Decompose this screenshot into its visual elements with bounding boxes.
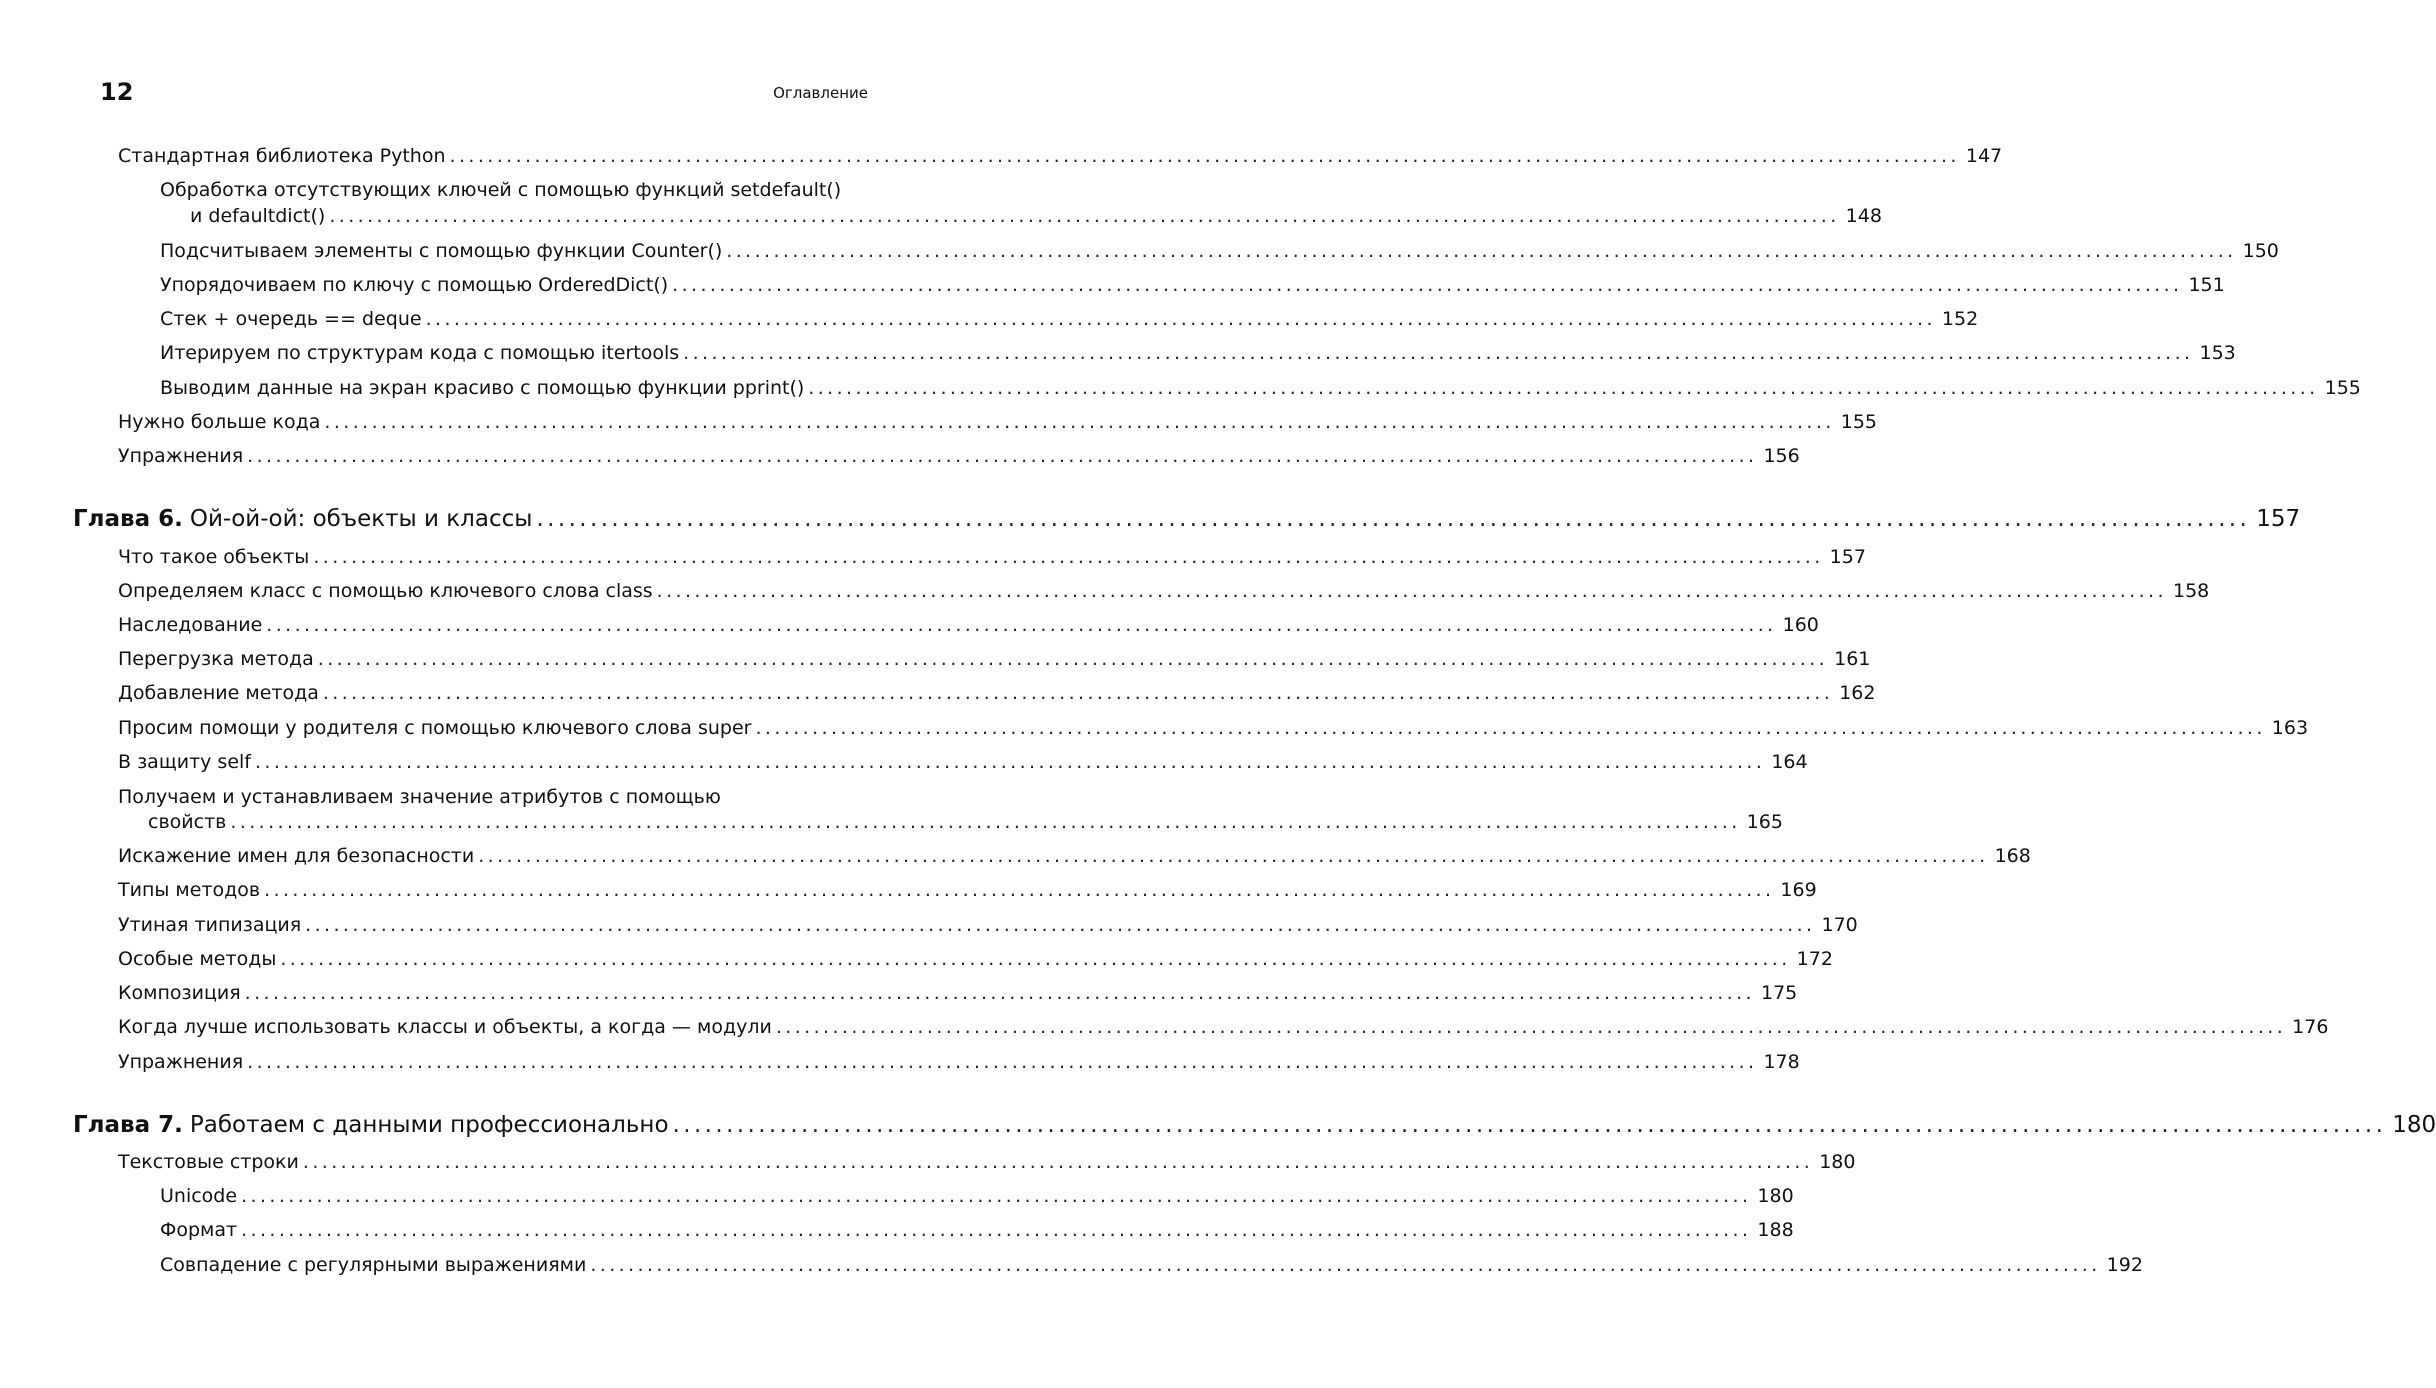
toc-chapter[interactable] [73, 505, 2301, 533]
toc-entry-title: Глава 6. Ой-ой-ой: объекты и классы [73, 505, 536, 533]
toc-entry[interactable] [118, 716, 2309, 740]
toc-page-number: 155 [2319, 376, 2359, 400]
toc-entry-title: Упражнения [118, 1050, 247, 1074]
dot-leader: ................................................................................................................................................................ [672, 274, 2183, 296]
toc-entry[interactable] [118, 1015, 2329, 1039]
toc-entry[interactable] [118, 981, 1798, 1005]
chapter-label: Глава 7. [73, 1112, 183, 1138]
toc-page-number: 147 [1960, 144, 2000, 168]
toc-page-number: 164 [1765, 750, 1805, 774]
toc-page-number: 170 [1816, 913, 1856, 937]
dot-leader: ................................................................................................................................................................ [478, 845, 1989, 867]
toc-entry-title: Что такое объекты [118, 545, 313, 569]
toc-entry[interactable] [148, 810, 1783, 834]
dot-leader: ................................................................................................................................................................ [230, 811, 1741, 833]
dot-leader: ................................................................................................................................................................ [266, 614, 1777, 636]
toc-entry-title: Добавление метода [118, 681, 323, 705]
toc-page-number: 156 [1757, 444, 1797, 468]
dot-leader: ................................................................................................................................................................ [590, 1254, 2101, 1276]
toc-entry-title: Просим помощи у родителя с помощью ключевого слова super [118, 716, 755, 740]
toc-entry[interactable] [118, 1050, 1800, 1074]
toc-entry-title: Обработка отсутствующих ключей с помощью функций setdefault() [160, 179, 842, 201]
toc-page-number: 163 [2266, 716, 2306, 740]
toc-entry-title: Текстовые строки [118, 1150, 303, 1174]
toc-page-number: 152 [1936, 307, 1976, 331]
toc-entry[interactable] [160, 1218, 1794, 1242]
toc-entry-title: Стандартная библиотека Python [118, 144, 450, 168]
toc-entry[interactable] [118, 579, 2210, 603]
toc-page-number: 157 [1824, 545, 1864, 569]
dot-leader: ................................................................................................................................................................ [536, 506, 2251, 532]
toc-entry-title: и defaultdict() [190, 204, 329, 228]
toc-entry[interactable] [160, 1184, 1794, 1208]
toc-page-number: 150 [2237, 239, 2277, 263]
dot-leader: ................................................................................................................................................................ [244, 982, 1755, 1004]
toc-entry[interactable] [160, 273, 2225, 297]
toc-entry-title: Перегрузка метода [118, 647, 318, 671]
toc-page-number: 153 [2194, 341, 2234, 365]
toc-entry-title: Нужно больше кода [118, 410, 324, 434]
dot-leader: ................................................................................................................................................................ [280, 948, 1791, 970]
toc-entry[interactable] [118, 613, 1819, 637]
toc-entry[interactable] [118, 681, 1876, 705]
toc-page-number: 160 [1777, 613, 1817, 637]
toc-entry-title: В защиту self [118, 750, 255, 774]
toc-entry[interactable] [118, 444, 1800, 468]
toc-page-number: 148 [1840, 204, 1880, 228]
toc-page-number: 157 [2250, 505, 2290, 533]
toc-page-number: 169 [1774, 878, 1814, 902]
toc-chapter[interactable] [73, 1111, 2436, 1139]
toc-entry[interactable] [160, 1253, 2143, 1277]
toc-entry[interactable] [118, 878, 1817, 902]
toc-entry[interactable] [118, 410, 1878, 434]
toc-entry[interactable] [118, 947, 1833, 971]
dot-leader: ................................................................................................................................................................ [683, 342, 2194, 364]
dot-leader: ................................................................................................................................................................ [247, 1051, 1758, 1073]
toc-entry[interactable] [118, 1150, 1856, 1174]
toc-page-number: 175 [1755, 981, 1795, 1005]
toc-entry[interactable] [190, 204, 1882, 228]
dot-leader: ................................................................................................................................................................ [425, 308, 1936, 330]
toc-entry-title: Получаем и устанавливаем значение атрибутов с помощью [118, 786, 721, 808]
toc-entry[interactable] [160, 341, 2236, 365]
running-title: Оглавление [773, 84, 868, 102]
toc-entry-title: Unicode [160, 1184, 241, 1208]
dot-leader: ................................................................................................................................................................ [755, 717, 2266, 739]
toc-page-number: 162 [1833, 681, 1873, 705]
toc-page-number: 188 [1751, 1218, 1791, 1242]
dot-leader: ................................................................................................................................................................ [672, 1112, 2387, 1138]
toc-entry-title: Итерируем по структурам кода с помощью itertools [160, 341, 683, 365]
toc-page-number: 178 [1757, 1050, 1797, 1074]
dot-leader: ................................................................................................................................................................ [305, 914, 1816, 936]
toc-entry[interactable] [118, 647, 1871, 671]
dot-leader: ................................................................................................................................................................ [241, 1219, 1752, 1241]
toc-entry-title: Типы методов [118, 878, 264, 902]
dot-leader: ................................................................................................................................................................ [264, 879, 1775, 901]
toc-entry-title: Искажение имен для безопасности [118, 844, 478, 868]
dot-leader: ................................................................................................................................................................ [254, 751, 1766, 773]
dot-leader: ................................................................................................................................................................ [247, 445, 1758, 467]
toc-entry[interactable] [160, 239, 2279, 263]
toc-entry-title: Определяем класс с помощью ключевого слова class [118, 579, 657, 603]
dot-leader: ................................................................................................................................................................ [313, 546, 1824, 568]
toc-entry-title: Особые методы [118, 947, 280, 971]
toc-entry-title: Выводим данные на экран красиво с помощью функции pprint() [160, 376, 808, 400]
toc-page-number: 151 [2182, 273, 2222, 297]
toc-entry-title: Утиная типизация [118, 913, 305, 937]
toc-entry[interactable] [118, 144, 2003, 168]
toc-entry-title: Совпадение с регулярными выражениями [160, 1253, 590, 1277]
toc-entry[interactable] [160, 307, 1979, 331]
dot-leader: ................................................................................................................................................................ [324, 411, 1835, 433]
toc-page-number: 176 [2286, 1015, 2326, 1039]
toc-entry-title: Стек + очередь == deque [160, 307, 426, 331]
dot-leader: ................................................................................................................................................................ [329, 205, 1840, 227]
toc-page-number: 155 [1835, 410, 1875, 434]
toc-entry-title: Наследование [118, 613, 266, 637]
toc-entry[interactable] [118, 545, 1866, 569]
dot-leader: ................................................................................................................................................................ [775, 1016, 2287, 1038]
toc-entry-title: Когда лучше использовать классы и объекты, а когда — модули [118, 1015, 776, 1039]
dot-leader: ................................................................................................................................................................ [241, 1185, 1752, 1207]
chapter-label: Глава 6. [73, 506, 183, 532]
toc-page-number: 161 [1828, 647, 1868, 671]
toc-page-number: 180 [1813, 1150, 1853, 1174]
toc-entry[interactable] [160, 376, 2361, 400]
dot-leader: ................................................................................................................................................................ [322, 682, 1834, 704]
toc-page-number: 165 [1741, 810, 1781, 834]
dot-leader: ................................................................................................................................................................ [317, 648, 1829, 670]
toc-entry-title: Упражнения [118, 444, 247, 468]
toc-entry[interactable] [118, 844, 2031, 868]
dot-leader: ................................................................................................................................................................ [449, 145, 1960, 167]
toc-entry-title: Глава 7. Работаем с данными профессионально [73, 1111, 673, 1139]
toc-page-number: 168 [1989, 844, 2029, 868]
dot-leader: ................................................................................................................................................................ [302, 1151, 1814, 1173]
toc-entry-title: Подсчитываем элементы с помощью функции Counter() [160, 239, 726, 263]
toc-page-number: 172 [1791, 947, 1831, 971]
toc-entry-title: Упорядочиваем по ключу с помощью OrderedDict() [160, 273, 672, 297]
toc-page-number: 180 [1751, 1184, 1791, 1208]
dot-leader: ................................................................................................................................................................ [726, 240, 2237, 262]
toc-entry[interactable] [118, 913, 1858, 937]
toc-page-number: 180 [2386, 1111, 2426, 1139]
dot-leader: ................................................................................................................................................................ [808, 377, 2319, 399]
page-number: 12 [100, 78, 134, 106]
toc-entry-title: Формат [160, 1218, 241, 1242]
toc-page-number: 192 [2101, 1253, 2141, 1277]
toc-page-number: 158 [2167, 579, 2207, 603]
toc-entry-title: свойств [148, 810, 230, 834]
dot-leader: ................................................................................................................................................................ [656, 580, 2167, 602]
toc-entry-title: Композиция [118, 981, 245, 1005]
toc-entry[interactable] [118, 750, 1808, 774]
